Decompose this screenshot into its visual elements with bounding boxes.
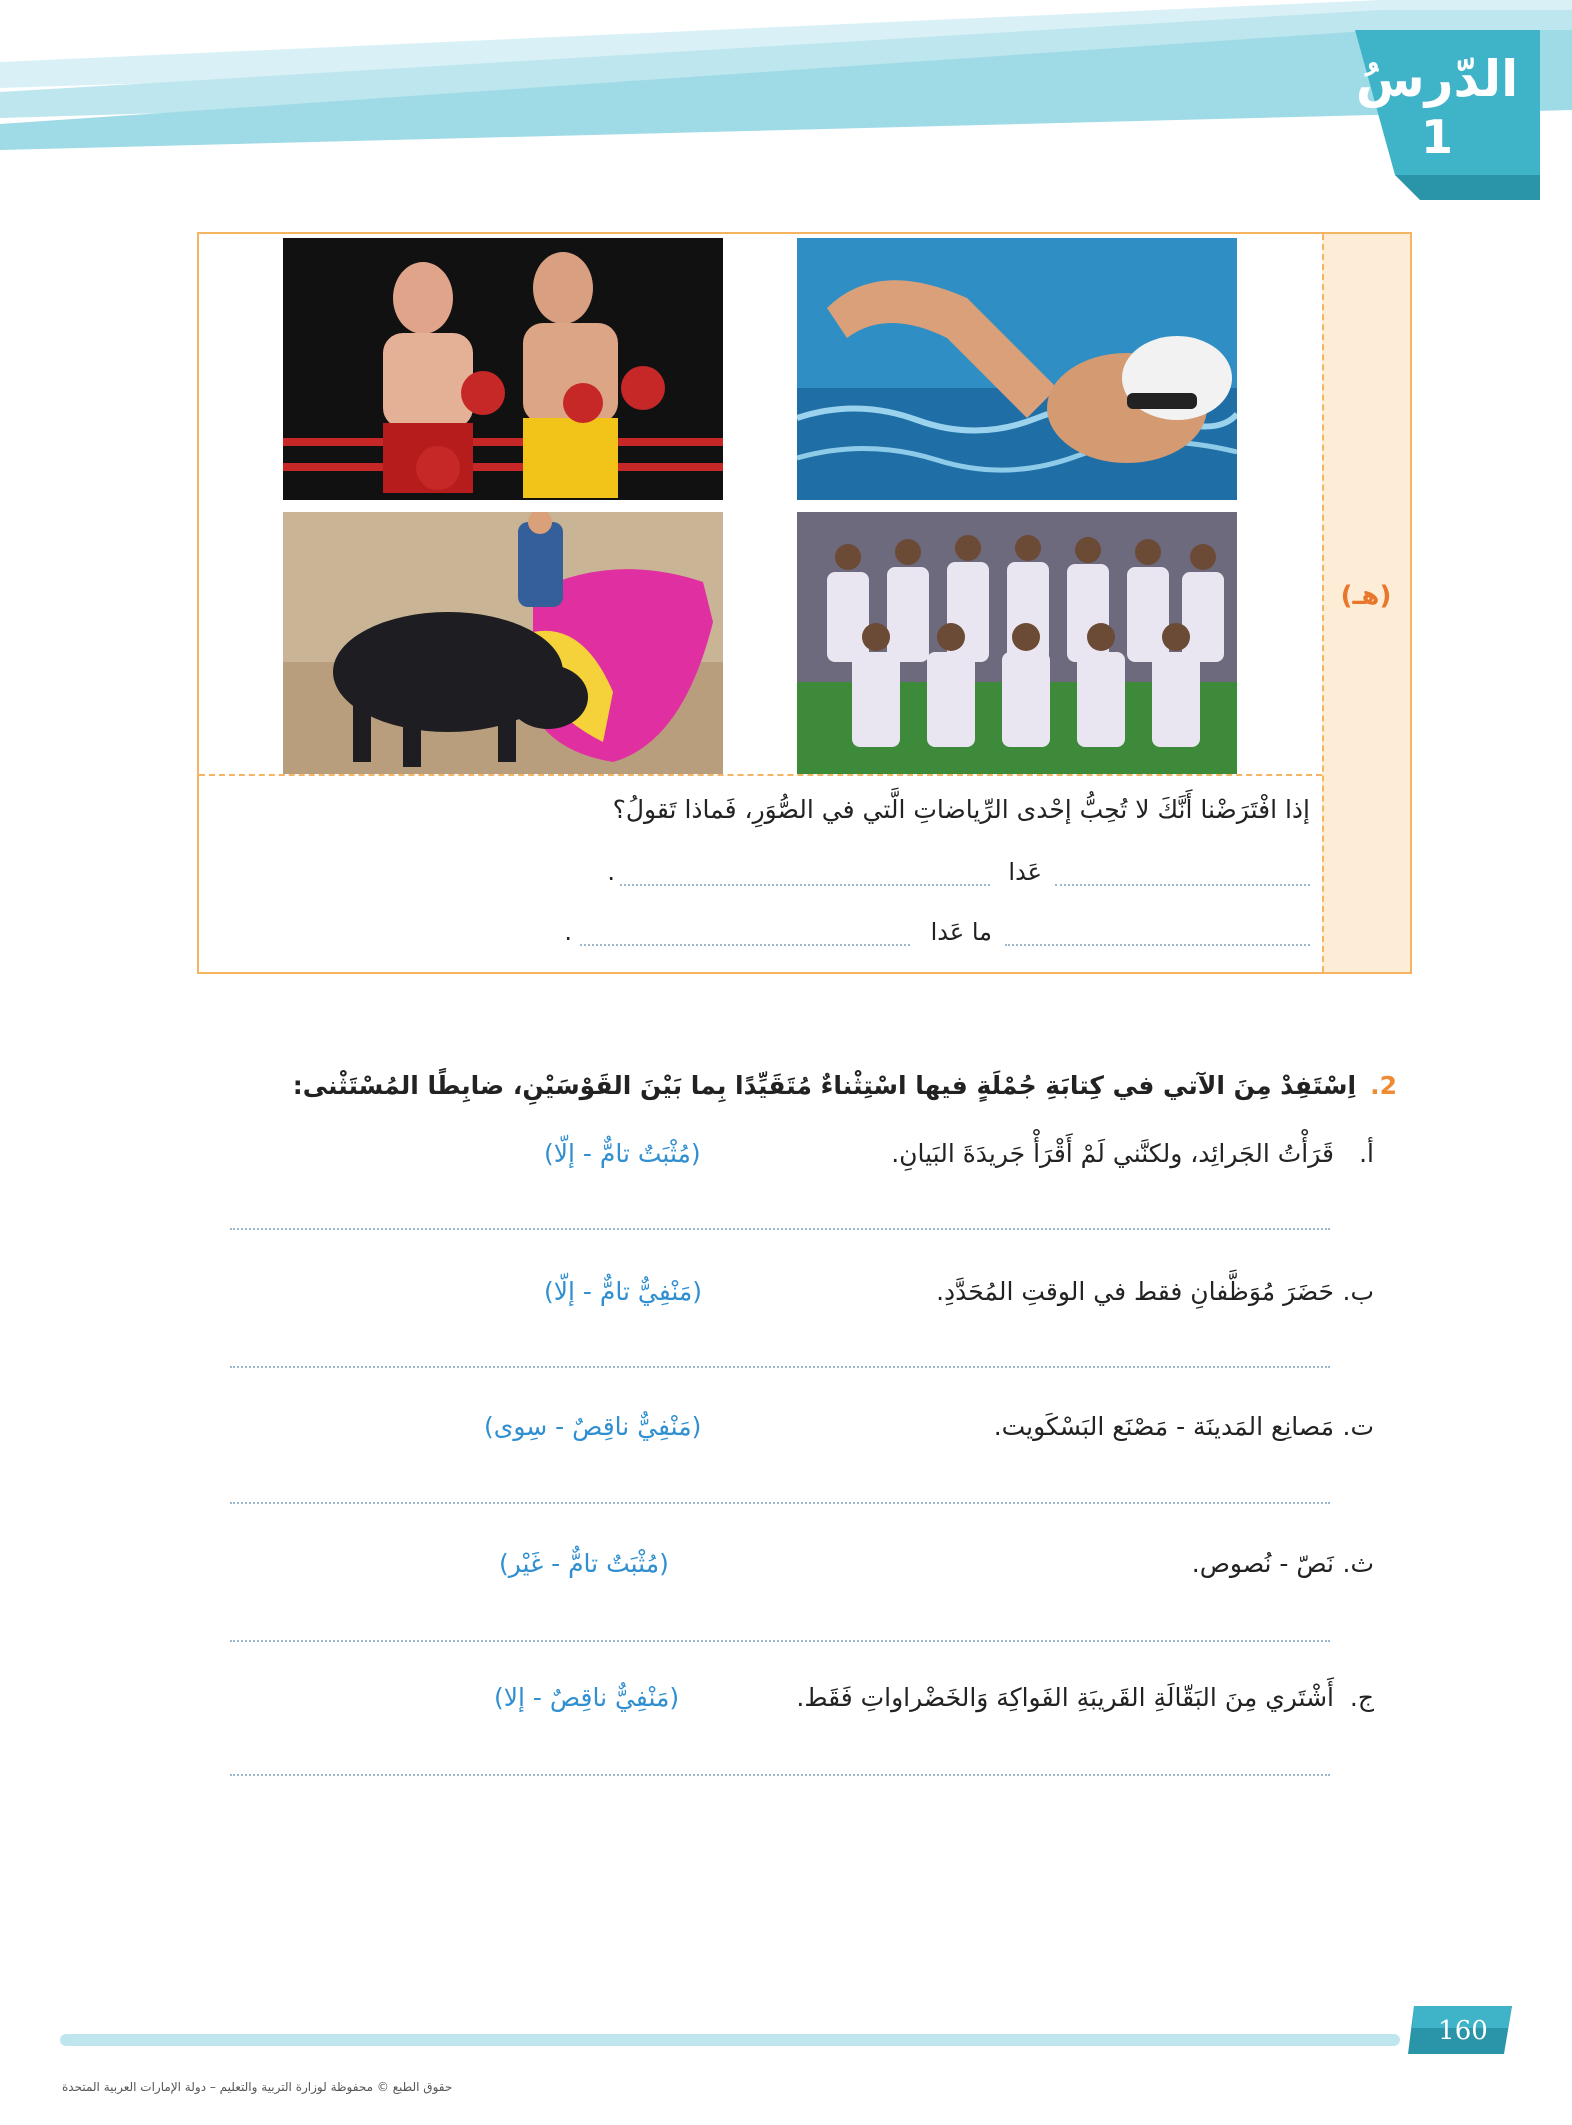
exercise-item-j bbox=[224, 1676, 1374, 1720]
item-hint: (مَنْفِيٌّ ناقِصٌ - إلا) bbox=[494, 1683, 680, 1712]
page-number: 160 bbox=[1438, 2016, 1488, 2046]
exercise-number: 2. bbox=[1370, 1071, 1397, 1100]
lesson-word: الدّرسُ bbox=[1355, 50, 1519, 108]
activity-label: (هـ) bbox=[1340, 581, 1392, 611]
item-text: حَضَرَ مُوَظَّفانِ فقط في الوقتِ المُحَدَّدِ. bbox=[936, 1277, 1334, 1306]
item-letter: ج. bbox=[1349, 1683, 1374, 1712]
item-letter: أ. bbox=[1359, 1139, 1374, 1168]
exercise-title bbox=[197, 1066, 1397, 1106]
answer-2-dots-left[interactable] bbox=[580, 944, 910, 946]
item-hint: (مُثْبَتٌ تامٌّ - غَيْر) bbox=[499, 1549, 669, 1578]
swimming-photo bbox=[797, 238, 1237, 500]
activity-box bbox=[197, 232, 1412, 974]
item-text: نَصّ - نُصوص. bbox=[1191, 1549, 1334, 1578]
answer-line-2[interactable] bbox=[300, 914, 1310, 950]
banner-stripes bbox=[0, 0, 1572, 220]
answer-1-period: . bbox=[607, 858, 615, 886]
answer-line-t[interactable] bbox=[230, 1502, 1330, 1504]
item-text: أَشْتَري مِنَ البَقّالَةِ القَريبَةِ الفَواكِهَ وَالخَضْراواتِ فَقَط. bbox=[796, 1683, 1334, 1712]
answer-line-b[interactable] bbox=[230, 1366, 1330, 1368]
footer-bar bbox=[60, 2034, 1400, 2046]
bullfighting-photo bbox=[283, 512, 723, 774]
answer-1-keyword: عَدا bbox=[1008, 858, 1042, 886]
item-hint: (مَنْفِيٌّ تامٌّ - إلّا) bbox=[544, 1277, 703, 1306]
item-text: مَصانِع المَدينَة - مَصْنَع البَسْكَويت. bbox=[993, 1412, 1334, 1441]
dashed-separator bbox=[199, 774, 1322, 776]
exercise-item-a bbox=[224, 1132, 1374, 1176]
answer-2-dots-right[interactable] bbox=[1005, 944, 1310, 946]
answer-line-1[interactable] bbox=[300, 854, 1310, 890]
exercise-item-t bbox=[224, 1405, 1374, 1449]
answer-2-period: . bbox=[564, 918, 572, 946]
lesson-banner bbox=[0, 0, 1572, 220]
answer-2-keyword: ما عَدا bbox=[930, 918, 992, 946]
item-hint: (مُثْبَتٌ تامٌّ - إلّا) bbox=[544, 1139, 701, 1168]
activity-question: إذا افْتَرَضْنا أَنَّكَ لا تُحِبُّ إحْدى الرِّياضاتِ الَّتي في الصُّوَرِ، فَماذا تَقولُ؟ bbox=[612, 795, 1310, 824]
copyright-text: حقوق الطبع © محفوظة لوزارة التربية والتعليم – دولة الإمارات العربية المتحدة bbox=[62, 2080, 453, 2094]
answer-line-a[interactable] bbox=[230, 1228, 1330, 1230]
item-letter: ب. bbox=[1342, 1277, 1374, 1306]
answer-line-j[interactable] bbox=[230, 1774, 1330, 1776]
item-text: قَرَأْتُ الجَرائِد، ولكنَّني لَمْ أَقْرَأْ جَريدَةَ البَيانِ. bbox=[891, 1139, 1334, 1168]
football-team-photo bbox=[797, 512, 1237, 774]
answer-line-th[interactable] bbox=[230, 1640, 1330, 1642]
item-letter: ث. bbox=[1342, 1549, 1374, 1578]
exercise-item-th bbox=[224, 1542, 1374, 1586]
lesson-label bbox=[1342, 48, 1532, 164]
activity-label-column bbox=[1322, 234, 1410, 972]
answer-1-dots-right[interactable] bbox=[1055, 884, 1310, 886]
boxing-photo bbox=[283, 238, 723, 500]
item-letter: ت. bbox=[1342, 1412, 1374, 1441]
lesson-number: 1 bbox=[1420, 110, 1453, 164]
answer-1-dots-left[interactable] bbox=[620, 884, 990, 886]
exercise-instruction: اِسْتَفِدْ مِنَ الآتي في كِتابَةِ جُمْلَةٍ فيها اسْتِثْناءٌ مُتَقَيِّدًا بِما بَيْنَ القَوْسَيْنِ، ضابِطًا المُسْتَثْنى: bbox=[292, 1071, 1357, 1100]
exercise-item-b bbox=[224, 1270, 1374, 1314]
item-hint: (مَنْفِيٌّ ناقِصٌ - سِوى) bbox=[484, 1412, 702, 1441]
